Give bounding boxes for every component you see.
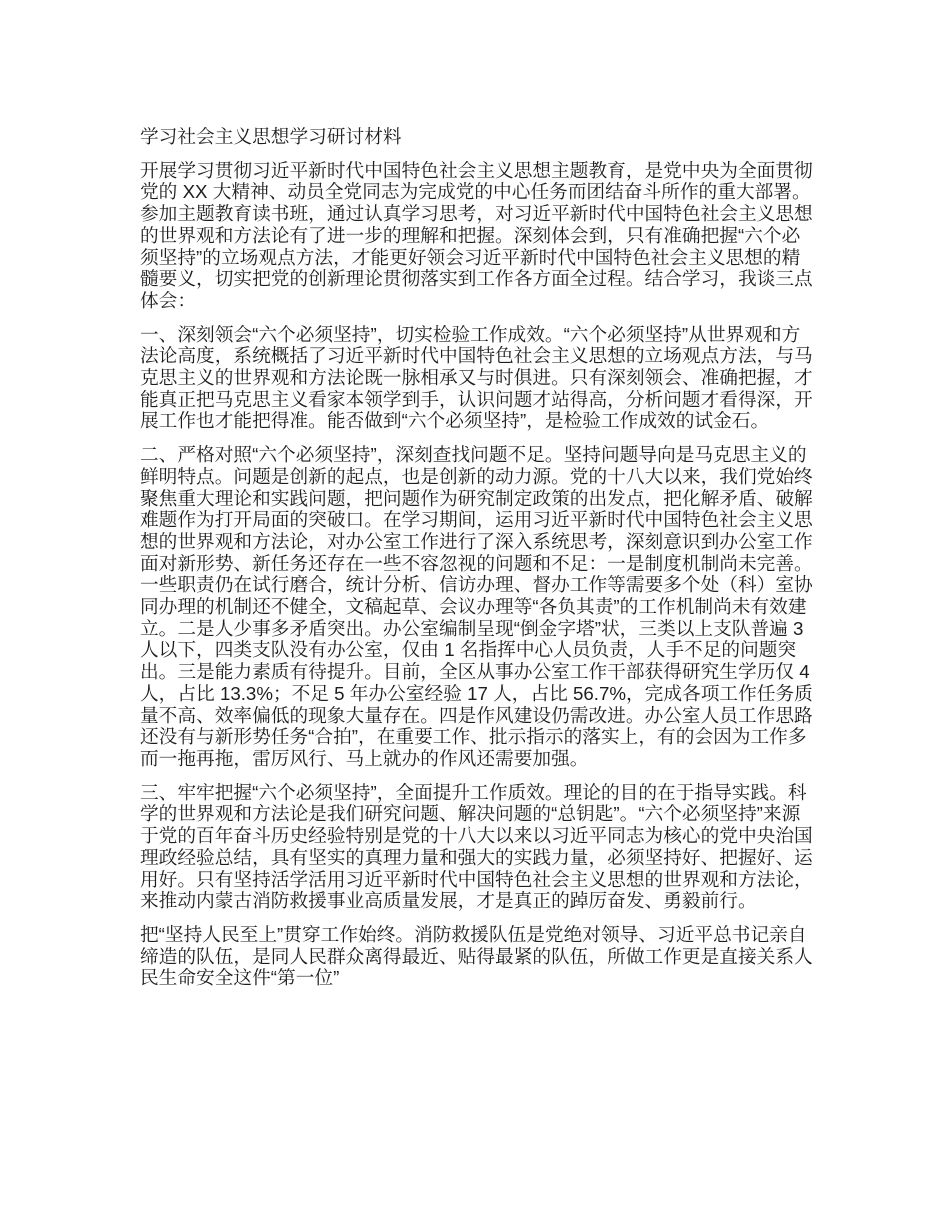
paragraph-intro: 开展学习贯彻习近平新时代中国特色社会主义思想主题教育，是党中央为全面贯彻党的 XX 大精神、动员全党同志为完成党的中心任务而团结奋斗所作的重大部署。参加主题教育读书班，通过认真学习思考，对习近平新时代中国特色社会主义思想的世界观和方法论有了进一步的理解和把握。深刻体会到，只有准确把握“六个必须坚持”的立场观点方法，才能更好领会习近平新时代中国特色社会主义思想的精髓要义，切实把党的创新理论贯彻落实到工作各方面全过程。结合学习，我谈三点体会： <box>140 159 813 311</box>
document-title: 学习社会主义思想学习研讨材料 <box>140 126 402 147</box>
paragraph-closing: 把“坚持人民至上”贯穿工作始终。消防救援队伍是党绝对领导、习近平总书记亲自缔造的队伍，是同人民群众离得最近、贴得最紧的队伍，所做工作更是直接关系人民生命安全这件“第一位” <box>140 923 813 989</box>
paragraph-section-2: 二、严格对照“六个必须坚持”，深刻查找问题不足。坚持问题导向是马克思主义的鲜明特点。问题是创新的起点，也是创新的动力源。党的十八大以来，我们党始终聚焦重大理论和实践问题，把问题作为研究制定政策的出发点，把化解矛盾、破解难题作为打开局面的突破口。在学习期间，运用习近平新时代中国特色社会主义思想的世界观和方法论，对办公室工作进行了深入系统思考，深刻意识到办公室工作面对新形势、新任务还存在一些不容忽视的问题和不足：一是制度机制尚未完善。一些职责仍在试行磨合，统计分析、信访办理、督办工作等需要多个处（科）室协同办理的机制还不健全，文稿起草、会议办理等“各负其责”的工作机制尚未有效建立。二是人少事多矛盾突出。办公室编制呈现“倒金字塔”状，三类以上支队普遍 3 人以下，四类支队没有办公室，仅由 1 名指挥中心人员负责，人手不足的问题突出。三是能力素质有待提升。目前，全区从事办公室工作干部获得研究生学历仅 4 人，占比 13.3%；不足 5 年办公室经验 17 人，占比 56.7%，完成各项工作任务质量不高、效率偏低的现象大量存在。四是作风建设仍需改进。办公室人员工作思路还没有与新形势任务“合拍”，在重要工作、批示指示的落实上，有的会因为工作多而一拖再拖，雷厉风行、马上就办的作风还需要加强。 <box>140 444 813 769</box>
paragraph-section-1: 一、深刻领会“六个必须坚持”，切实检验工作成效。“六个必须坚持”从世界观和方法论高度，系统概括了习近平新时代中国特色社会主义思想的立场观点方法，与马克思主义的世界观和方法论既一脉相承又与时俱进。只有深刻领会、准确把握，才能真正把马克思主义看家本领学到手，认识问题才站得高，分析问题才看得深，开展工作也才能把得准。能否做到“六个必须坚持”，是检验工作成效的试金石。 <box>140 323 813 432</box>
paragraph-section-3: 三、牢牢把握“六个必须坚持”，全面提升工作质效。理论的目的在于指导实践。科学的世界观和方法论是我们研究问题、解决问题的“总钥匙”。“六个必须坚持”来源于党的百年奋斗历史经验特别是党的十八大以来以习近平同志为核心的党中央治国理政经验总结，具有坚实的真理力量和强大的实践力量，必须坚持好、把握好、运用好。只有坚持活学活用习近平新时代中国特色社会主义思想的世界观和方法论，来推动内蒙古消防救援事业高质量发展，才是真正的踔厉奋发、勇毅前行。 <box>140 781 813 912</box>
document-page <box>140 126 816 1001</box>
